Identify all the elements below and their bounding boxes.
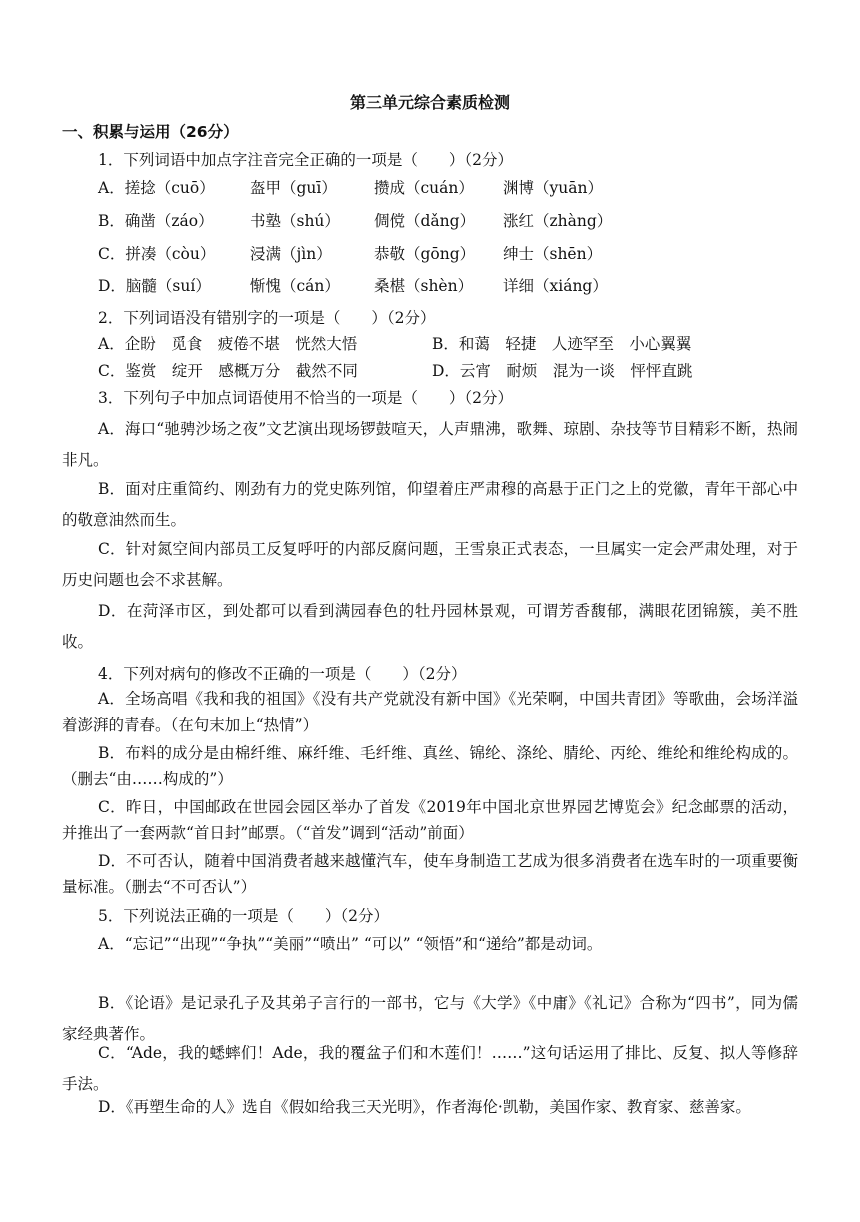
option-word: 详细（xiáng） (503, 277, 608, 295)
question-1-option-b (98, 209, 636, 231)
question-3-option-c: C．针对氮空间内部员工反复呼吁的内部反腐问题，王雪泉正式表态，一旦属实一定会严肃处理，对于历史问题也会不求甚解。 (62, 540, 798, 589)
option-word: 盔甲（guī） (250, 179, 337, 197)
page-title: 第三单元综合素质检测 (349, 93, 510, 112)
option-word: B．确凿（záo） (98, 212, 214, 230)
option-word: 涨红（zhàng） (503, 212, 613, 230)
question-3-option-b: B．面对庄重简约、刚劲有力的党史陈列馆，仰望着庄严肃穆的高悬于正门之上的党徽，青年干部心中的敬意油然而生。 (62, 480, 798, 529)
question-4-option-d: D．不可否认，随着中国消费者越来越懂汽车，使车身制造工艺成为很多消费者在选车时的一项重要衡量标准。（删去“不可否认”） (62, 852, 798, 896)
option-word: 绅士（shēn） (503, 245, 603, 263)
option-word: 书塾（shú） (250, 212, 340, 230)
option-word: D．脑髓（suí） (98, 277, 211, 295)
option-word: 浸满（jìn） (250, 245, 332, 263)
option-word: 恭敬（gōng） (374, 245, 476, 263)
question-4-option-c: C．昨日，中国邮政在世园会园区举办了首发《2019年中国北京世界园艺博览会》纪念邮票的活动，并推出了一套两款“首日封”邮票。（“首发”调到“活动”前面） (62, 798, 798, 842)
question-5-option-a: A．“忘记”“出现”“争执”“美丽”“喷出” “可以” “领悟”和“递给”都是动词。 (98, 935, 603, 953)
question-4-option-a: A．全场高唱《我和我的祖国》《没有共产党就没有新中国》《光荣啊，中国共青团》等歌曲，会场洋溢着澎湃的青春。（在句末加上“热情”） (62, 690, 798, 734)
question-5-option-b: B．《论语》是记录孔子及其弟子言行的一部书，它与《大学》《中庸》《礼记》合称为“四书”，同为儒家经典著作。 (62, 994, 798, 1043)
question-5-option-d: D．《再塑生命的人》选自《假如给我三天光明》，作者海伦·凯勒，美国作家、教育家、慈善家。 (98, 1098, 751, 1116)
question-1-option-a (98, 176, 627, 198)
option-word: 桑椹（shèn） (374, 277, 474, 295)
question-2-option-a: A．企盼 觅食 疲倦不堪 恍然大悟 (98, 335, 358, 353)
question-3-stem: 3．下列句子中加点词语使用不恰当的一项是（ ）（2分） (98, 389, 513, 407)
question-5-option-c: C．“Ade，我的蟋蟀们！Ade，我的覆盆子们和木莲们！……”这句话运用了排比、反复、拟人等修辞手法。 (62, 1044, 798, 1093)
question-4-option-b: B．布料的成分是由棉纤维、麻纤维、毛纤维、真丝、锦纶、涤纶、腈纶、丙纶、维纶和维纶构成的。（删去“由……构成的”） (62, 744, 798, 788)
option-word: 攒成（cuán） (374, 179, 474, 197)
question-1-stem: 1．下列词语中加点字注音完全正确的一项是（ ）（2分） (98, 151, 513, 169)
question-3-option-a: A．海口“驰骋沙场之夜”文艺演出现场锣鼓喧天，人声鼎沸，歌舞、琼剧、杂技等节目精彩不断，热闹非凡。 (62, 420, 798, 469)
question-4-stem: 4．下列对病句的修改不正确的一项是（ ）（2分） (98, 665, 467, 683)
option-word: 倜傥（dǎng） (374, 212, 476, 230)
option-word: A．搓捻（cuō） (98, 179, 215, 197)
question-1-option-c (98, 242, 626, 264)
option-word: 惭愧（cán） (250, 277, 340, 295)
question-2-stem: 2．下列词语没有错别字的一项是（ ）（2分） (98, 309, 436, 327)
question-2-option-c: C．鉴赏 绽开 感概万分 截然不同 (98, 362, 358, 380)
question-1-option-d (98, 274, 632, 296)
question-2-option-d: D．云宵 耐烦 混为一谈 怦怦直跳 (432, 362, 693, 380)
option-word: C．拼凑（còu） (98, 245, 216, 263)
question-2-option-b: B．和蔼 轻捷 人迹罕至 小心翼翼 (432, 335, 692, 353)
question-3-option-d: D．在菏泽市区，到处都可以看到满园春色的牡丹园林景观，可谓芳香馥郁，满眼花团锦簇，美不胜收。 (62, 602, 798, 651)
section-heading: 一、积累与运用（26分） (62, 123, 239, 141)
question-5-stem: 5．下列说法正确的一项是（ ）（2分） (98, 907, 389, 925)
option-word: 渊博（yuān） (503, 179, 603, 197)
